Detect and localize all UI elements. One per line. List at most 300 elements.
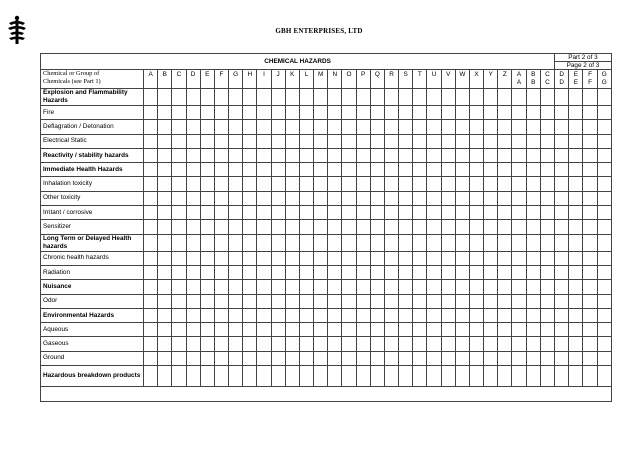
blank-footer-cell[interactable] [41,387,612,402]
entry-cell[interactable] [469,280,483,294]
entry-cell[interactable] [484,280,498,294]
entry-cell[interactable] [569,366,583,387]
entry-cell[interactable] [455,106,469,120]
entry-cell[interactable] [555,120,569,134]
entry-cell[interactable] [314,280,328,294]
entry-cell[interactable] [214,351,228,365]
entry-cell[interactable] [384,251,398,265]
entry-cell[interactable] [229,366,243,387]
entry-cell[interactable] [569,134,583,148]
entry-cell[interactable] [413,265,427,279]
entry-cell[interactable] [214,294,228,308]
entry-cell[interactable] [469,134,483,148]
entry-cell[interactable] [370,366,384,387]
entry-cell[interactable] [172,323,186,337]
entry-cell[interactable] [370,294,384,308]
entry-cell[interactable] [229,134,243,148]
entry-cell[interactable] [271,366,285,387]
entry-cell[interactable] [384,265,398,279]
entry-cell[interactable] [299,294,313,308]
entry-cell[interactable] [555,220,569,234]
entry-cell[interactable] [399,265,413,279]
entry-cell[interactable] [200,351,214,365]
entry-cell[interactable] [555,308,569,322]
entry-cell[interactable] [342,220,356,234]
entry-cell[interactable] [342,206,356,220]
entry-cell[interactable] [484,323,498,337]
entry-cell[interactable] [356,265,370,279]
entry-cell[interactable] [257,294,271,308]
entry-cell[interactable] [413,220,427,234]
entry-cell[interactable] [285,220,299,234]
entry-cell[interactable] [356,163,370,177]
entry-cell[interactable] [540,134,554,148]
entry-cell[interactable] [299,89,313,106]
entry-cell[interactable] [384,234,398,251]
entry-cell[interactable] [200,366,214,387]
entry-cell[interactable] [172,337,186,351]
entry-cell[interactable] [243,265,257,279]
entry-cell[interactable] [455,337,469,351]
entry-cell[interactable] [186,106,200,120]
entry-cell[interactable] [469,337,483,351]
entry-cell[interactable] [512,148,526,162]
entry-cell[interactable] [540,323,554,337]
entry-cell[interactable] [314,148,328,162]
entry-cell[interactable] [271,308,285,322]
entry-cell[interactable] [285,206,299,220]
entry-cell[interactable] [172,294,186,308]
entry-cell[interactable] [200,337,214,351]
entry-cell[interactable] [441,280,455,294]
entry-cell[interactable] [469,234,483,251]
entry-cell[interactable] [455,191,469,205]
entry-cell[interactable] [597,120,611,134]
entry-cell[interactable] [427,163,441,177]
entry-cell[interactable] [526,89,540,106]
entry-cell[interactable] [328,308,342,322]
entry-cell[interactable] [441,120,455,134]
entry-cell[interactable] [484,134,498,148]
entry-cell[interactable] [214,89,228,106]
entry-cell[interactable] [441,89,455,106]
entry-cell[interactable] [257,134,271,148]
entry-cell[interactable] [384,294,398,308]
entry-cell[interactable] [229,351,243,365]
entry-cell[interactable] [144,191,158,205]
entry-cell[interactable] [583,177,597,191]
entry-cell[interactable] [229,308,243,322]
entry-cell[interactable] [144,366,158,387]
entry-cell[interactable] [214,134,228,148]
entry-cell[interactable] [243,120,257,134]
entry-cell[interactable] [257,251,271,265]
entry-cell[interactable] [498,177,512,191]
entry-cell[interactable] [469,323,483,337]
entry-cell[interactable] [427,265,441,279]
entry-cell[interactable] [469,89,483,106]
entry-cell[interactable] [498,148,512,162]
entry-cell[interactable] [144,177,158,191]
entry-cell[interactable] [257,206,271,220]
entry-cell[interactable] [597,265,611,279]
entry-cell[interactable] [484,206,498,220]
entry-cell[interactable] [384,351,398,365]
entry-cell[interactable] [583,120,597,134]
entry-cell[interactable] [427,337,441,351]
entry-cell[interactable] [144,234,158,251]
entry-cell[interactable] [314,251,328,265]
entry-cell[interactable] [526,177,540,191]
entry-cell[interactable] [328,251,342,265]
entry-cell[interactable] [172,265,186,279]
entry-cell[interactable] [370,148,384,162]
entry-cell[interactable] [257,351,271,365]
entry-cell[interactable] [469,148,483,162]
entry-cell[interactable] [469,191,483,205]
entry-cell[interactable] [328,106,342,120]
entry-cell[interactable] [158,280,172,294]
entry-cell[interactable] [356,206,370,220]
entry-cell[interactable] [243,163,257,177]
entry-cell[interactable] [569,351,583,365]
entry-cell[interactable] [342,366,356,387]
entry-cell[interactable] [399,163,413,177]
entry-cell[interactable] [314,134,328,148]
entry-cell[interactable] [526,337,540,351]
entry-cell[interactable] [243,323,257,337]
entry-cell[interactable] [498,337,512,351]
entry-cell[interactable] [526,220,540,234]
entry-cell[interactable] [512,234,526,251]
entry-cell[interactable] [285,351,299,365]
entry-cell[interactable] [455,206,469,220]
entry-cell[interactable] [200,251,214,265]
entry-cell[interactable] [172,120,186,134]
entry-cell[interactable] [441,265,455,279]
entry-cell[interactable] [469,265,483,279]
entry-cell[interactable] [186,163,200,177]
entry-cell[interactable] [427,323,441,337]
entry-cell[interactable] [271,89,285,106]
entry-cell[interactable] [186,294,200,308]
entry-cell[interactable] [512,177,526,191]
entry-cell[interactable] [144,134,158,148]
entry-cell[interactable] [356,351,370,365]
entry-cell[interactable] [314,265,328,279]
entry-cell[interactable] [399,148,413,162]
entry-cell[interactable] [229,265,243,279]
entry-cell[interactable] [299,351,313,365]
entry-cell[interactable] [158,220,172,234]
entry-cell[interactable] [200,106,214,120]
entry-cell[interactable] [356,134,370,148]
entry-cell[interactable] [158,89,172,106]
entry-cell[interactable] [229,280,243,294]
entry-cell[interactable] [569,308,583,322]
entry-cell[interactable] [285,251,299,265]
entry-cell[interactable] [526,280,540,294]
entry-cell[interactable] [285,294,299,308]
entry-cell[interactable] [512,294,526,308]
entry-cell[interactable] [356,323,370,337]
entry-cell[interactable] [512,120,526,134]
entry-cell[interactable] [229,120,243,134]
entry-cell[interactable] [455,220,469,234]
entry-cell[interactable] [441,177,455,191]
entry-cell[interactable] [441,234,455,251]
entry-cell[interactable] [455,351,469,365]
entry-cell[interactable] [328,351,342,365]
entry-cell[interactable] [144,206,158,220]
entry-cell[interactable] [342,308,356,322]
entry-cell[interactable] [441,148,455,162]
entry-cell[interactable] [526,120,540,134]
entry-cell[interactable] [243,251,257,265]
entry-cell[interactable] [172,206,186,220]
entry-cell[interactable] [583,308,597,322]
entry-cell[interactable] [158,106,172,120]
entry-cell[interactable] [356,106,370,120]
entry-cell[interactable] [399,280,413,294]
entry-cell[interactable] [569,89,583,106]
entry-cell[interactable] [356,308,370,322]
entry-cell[interactable] [597,106,611,120]
entry-cell[interactable] [356,120,370,134]
entry-cell[interactable] [229,177,243,191]
entry-cell[interactable] [285,163,299,177]
entry-cell[interactable] [469,366,483,387]
entry-cell[interactable] [144,251,158,265]
entry-cell[interactable] [427,120,441,134]
entry-cell[interactable] [555,351,569,365]
entry-cell[interactable] [299,337,313,351]
entry-cell[interactable] [342,177,356,191]
entry-cell[interactable] [540,337,554,351]
entry-cell[interactable] [540,308,554,322]
entry-cell[interactable] [314,234,328,251]
entry-cell[interactable] [526,234,540,251]
entry-cell[interactable] [555,163,569,177]
entry-cell[interactable] [257,148,271,162]
entry-cell[interactable] [299,234,313,251]
entry-cell[interactable] [455,265,469,279]
entry-cell[interactable] [427,148,441,162]
entry-cell[interactable] [370,120,384,134]
entry-cell[interactable] [370,323,384,337]
entry-cell[interactable] [271,148,285,162]
entry-cell[interactable] [342,89,356,106]
entry-cell[interactable] [356,220,370,234]
entry-cell[interactable] [144,163,158,177]
entry-cell[interactable] [328,265,342,279]
entry-cell[interactable] [569,337,583,351]
entry-cell[interactable] [583,323,597,337]
entry-cell[interactable] [158,294,172,308]
entry-cell[interactable] [498,308,512,322]
entry-cell[interactable] [427,206,441,220]
entry-cell[interactable] [413,280,427,294]
entry-cell[interactable] [441,163,455,177]
entry-cell[interactable] [314,163,328,177]
entry-cell[interactable] [597,134,611,148]
entry-cell[interactable] [370,106,384,120]
entry-cell[interactable] [299,280,313,294]
entry-cell[interactable] [569,251,583,265]
entry-cell[interactable] [484,220,498,234]
entry-cell[interactable] [413,294,427,308]
entry-cell[interactable] [257,89,271,106]
entry-cell[interactable] [569,120,583,134]
entry-cell[interactable] [172,366,186,387]
entry-cell[interactable] [144,280,158,294]
entry-cell[interactable] [512,251,526,265]
entry-cell[interactable] [200,120,214,134]
entry-cell[interactable] [441,294,455,308]
entry-cell[interactable] [526,294,540,308]
entry-cell[interactable] [243,366,257,387]
entry-cell[interactable] [214,148,228,162]
entry-cell[interactable] [243,351,257,365]
entry-cell[interactable] [186,351,200,365]
entry-cell[interactable] [271,220,285,234]
entry-cell[interactable] [271,351,285,365]
entry-cell[interactable] [144,106,158,120]
entry-cell[interactable] [498,294,512,308]
entry-cell[interactable] [413,89,427,106]
entry-cell[interactable] [186,89,200,106]
entry-cell[interactable] [342,351,356,365]
entry-cell[interactable] [469,351,483,365]
entry-cell[interactable] [299,177,313,191]
entry-cell[interactable] [299,191,313,205]
entry-cell[interactable] [384,220,398,234]
entry-cell[interactable] [229,323,243,337]
entry-cell[interactable] [484,89,498,106]
entry-cell[interactable] [214,234,228,251]
entry-cell[interactable] [370,220,384,234]
entry-cell[interactable] [144,89,158,106]
entry-cell[interactable] [413,134,427,148]
entry-cell[interactable] [526,265,540,279]
entry-cell[interactable] [526,163,540,177]
entry-cell[interactable] [384,206,398,220]
entry-cell[interactable] [214,308,228,322]
entry-cell[interactable] [158,323,172,337]
entry-cell[interactable] [214,220,228,234]
entry-cell[interactable] [555,148,569,162]
entry-cell[interactable] [271,251,285,265]
entry-cell[interactable] [342,234,356,251]
entry-cell[interactable] [314,106,328,120]
entry-cell[interactable] [540,251,554,265]
entry-cell[interactable] [498,251,512,265]
entry-cell[interactable] [172,89,186,106]
entry-cell[interactable] [455,163,469,177]
entry-cell[interactable] [597,220,611,234]
entry-cell[interactable] [498,323,512,337]
entry-cell[interactable] [356,251,370,265]
entry-cell[interactable] [413,148,427,162]
entry-cell[interactable] [328,220,342,234]
entry-cell[interactable] [555,191,569,205]
entry-cell[interactable] [583,337,597,351]
entry-cell[interactable] [399,89,413,106]
entry-cell[interactable] [484,366,498,387]
entry-cell[interactable] [144,337,158,351]
entry-cell[interactable] [484,234,498,251]
entry-cell[interactable] [427,177,441,191]
entry-cell[interactable] [399,206,413,220]
entry-cell[interactable] [484,337,498,351]
entry-cell[interactable] [370,234,384,251]
entry-cell[interactable] [299,323,313,337]
entry-cell[interactable] [441,351,455,365]
entry-cell[interactable] [540,106,554,120]
entry-cell[interactable] [455,234,469,251]
entry-cell[interactable] [469,308,483,322]
entry-cell[interactable] [583,163,597,177]
entry-cell[interactable] [512,220,526,234]
entry-cell[interactable] [498,120,512,134]
entry-cell[interactable] [455,280,469,294]
entry-cell[interactable] [370,251,384,265]
entry-cell[interactable] [200,89,214,106]
entry-cell[interactable] [370,308,384,322]
entry-cell[interactable] [555,234,569,251]
entry-cell[interactable] [271,177,285,191]
entry-cell[interactable] [229,163,243,177]
entry-cell[interactable] [285,265,299,279]
entry-cell[interactable] [299,366,313,387]
entry-cell[interactable] [441,191,455,205]
entry-cell[interactable] [328,206,342,220]
entry-cell[interactable] [229,106,243,120]
entry-cell[interactable] [342,280,356,294]
entry-cell[interactable] [526,351,540,365]
entry-cell[interactable] [299,265,313,279]
entry-cell[interactable] [186,134,200,148]
entry-cell[interactable] [214,251,228,265]
entry-cell[interactable] [399,106,413,120]
entry-cell[interactable] [229,294,243,308]
entry-cell[interactable] [413,191,427,205]
entry-cell[interactable] [328,337,342,351]
entry-cell[interactable] [540,177,554,191]
entry-cell[interactable] [243,220,257,234]
entry-cell[interactable] [555,337,569,351]
entry-cell[interactable] [540,220,554,234]
entry-cell[interactable] [498,265,512,279]
entry-cell[interactable] [172,351,186,365]
entry-cell[interactable] [512,206,526,220]
entry-cell[interactable] [413,366,427,387]
entry-cell[interactable] [413,234,427,251]
entry-cell[interactable] [413,351,427,365]
entry-cell[interactable] [314,366,328,387]
entry-cell[interactable] [243,177,257,191]
entry-cell[interactable] [271,163,285,177]
entry-cell[interactable] [144,351,158,365]
entry-cell[interactable] [469,251,483,265]
entry-cell[interactable] [413,177,427,191]
entry-cell[interactable] [186,206,200,220]
entry-cell[interactable] [384,280,398,294]
entry-cell[interactable] [569,323,583,337]
entry-cell[interactable] [271,337,285,351]
entry-cell[interactable] [243,106,257,120]
entry-cell[interactable] [271,191,285,205]
